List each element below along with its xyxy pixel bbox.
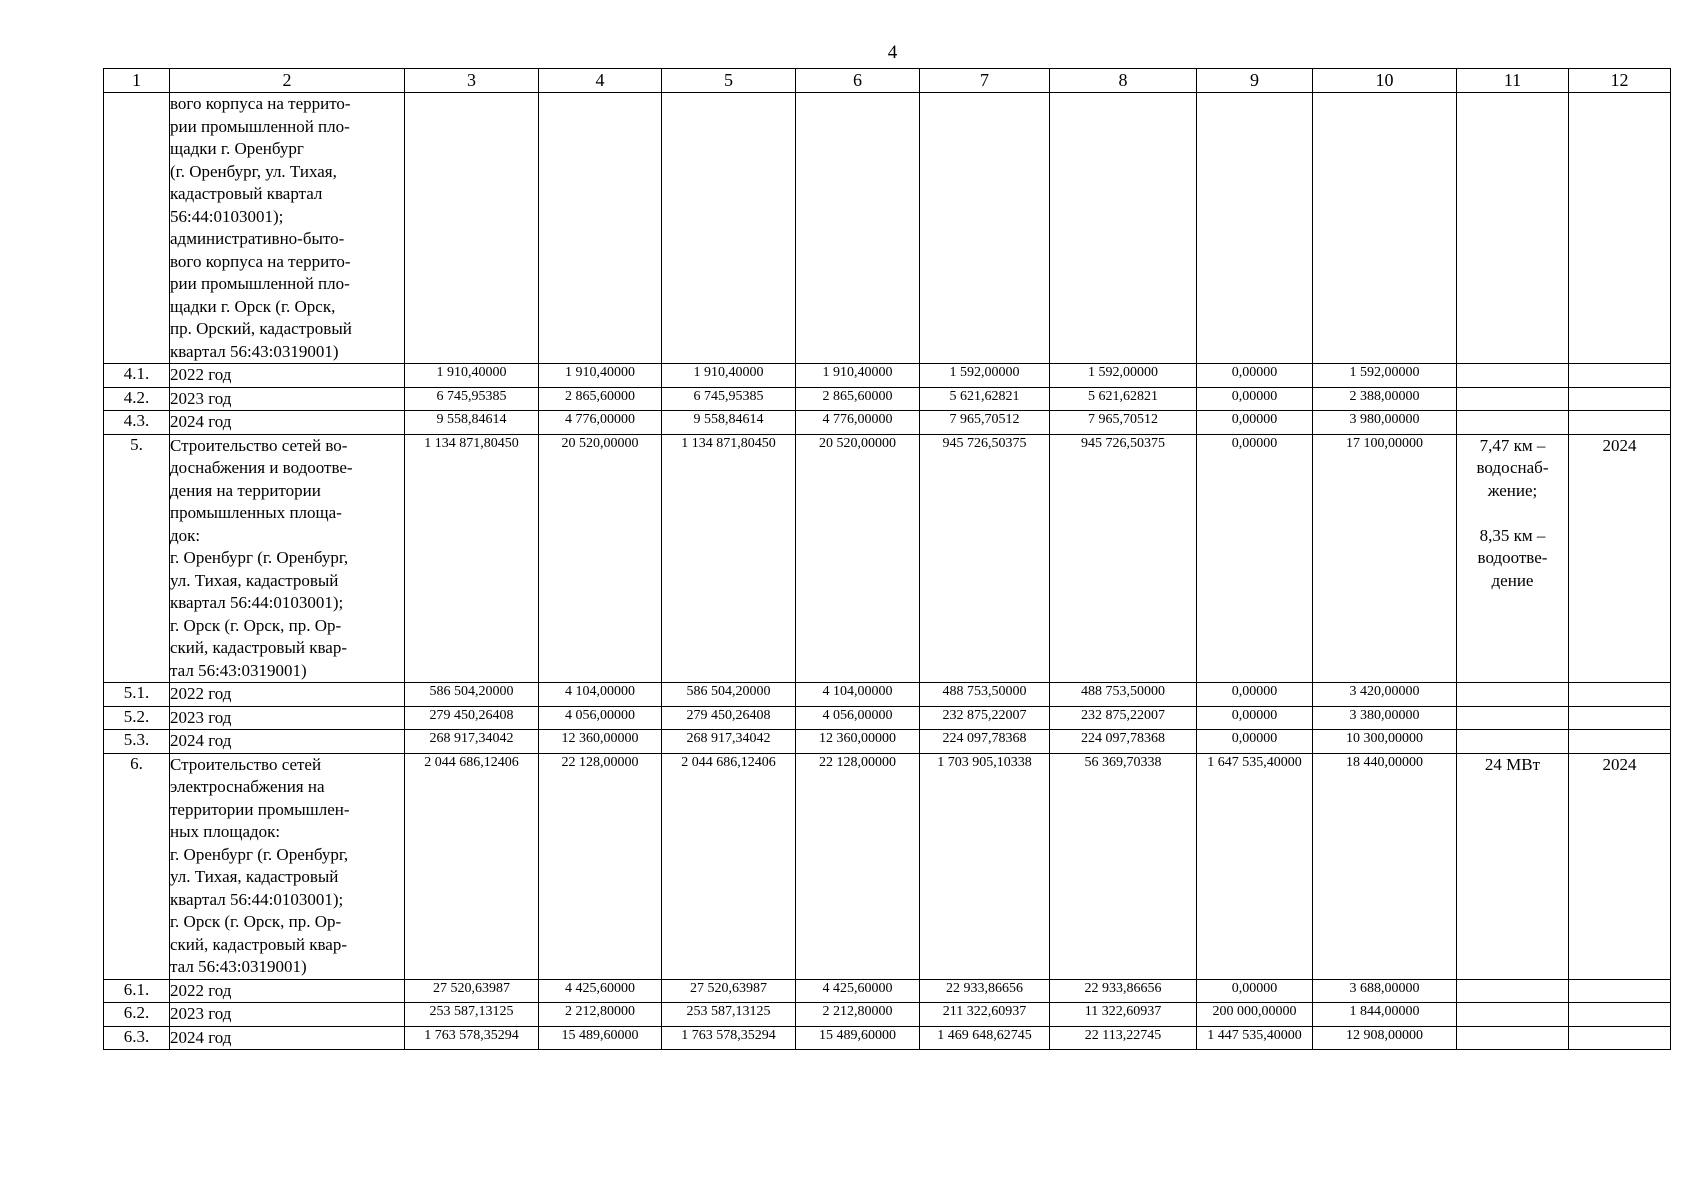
capacity-cell xyxy=(1457,683,1569,707)
header-cell-8: 8 xyxy=(1050,69,1197,93)
capacity-line xyxy=(1457,502,1568,525)
table-row xyxy=(104,411,1671,435)
value-cell-col5: 268 917,34042 xyxy=(662,730,796,754)
value-cell-col6: 2 212,80000 xyxy=(796,1003,920,1027)
row-name xyxy=(170,364,405,388)
value-cell-col3: 279 450,26408 xyxy=(405,706,539,730)
value-cell-col5: 27 520,63987 xyxy=(662,979,796,1003)
row-name xyxy=(170,753,405,979)
value-cell-col7: 224 097,78368 xyxy=(920,730,1050,754)
value-cell-col5: 6 745,95385 xyxy=(662,387,796,411)
row-name-line: г. Орск (г. Орск, пр. Ор- xyxy=(170,912,342,931)
row-name-line: г. Орск (г. Орск, пр. Ор- xyxy=(170,615,342,635)
completion-year-cell xyxy=(1569,706,1671,730)
value-cell-col10: 3 980,00000 xyxy=(1313,411,1457,435)
value-cell-col6: 4 425,60000 xyxy=(796,979,920,1003)
table-row xyxy=(104,93,1671,364)
value-cell-col6: 2 865,60000 xyxy=(796,387,920,411)
capacity-cell xyxy=(1457,411,1569,435)
table-body xyxy=(104,93,1671,1050)
value-cell-col5 xyxy=(662,93,796,364)
value-cell-col7: 22 933,86656 xyxy=(920,979,1050,1003)
table-row xyxy=(104,706,1671,730)
value-cell-col5: 279 450,26408 xyxy=(662,706,796,730)
value-cell-col4: 2 212,80000 xyxy=(539,1003,662,1027)
capacity-cell xyxy=(1457,730,1569,754)
value-cell-col4: 22 128,00000 xyxy=(539,753,662,979)
row-name xyxy=(170,93,405,364)
value-cell-col8: 232 875,22007 xyxy=(1050,706,1197,730)
row-name-line: территории промышлен- xyxy=(170,799,350,819)
capacity-cell xyxy=(1457,364,1569,388)
row-name xyxy=(170,411,405,435)
row-name-line: 2024 год xyxy=(170,412,232,431)
row-name-line: 2022 год xyxy=(170,365,232,384)
row-name xyxy=(170,979,405,1003)
row-number xyxy=(104,93,170,364)
table-row xyxy=(104,387,1671,411)
value-cell-col4: 4 425,60000 xyxy=(539,979,662,1003)
table-row xyxy=(104,683,1671,707)
header-cell-9: 9 xyxy=(1197,69,1313,93)
row-name xyxy=(170,1003,405,1027)
table-row xyxy=(104,1003,1671,1027)
header-cell-4: 4 xyxy=(539,69,662,93)
value-cell-col5: 9 558,84614 xyxy=(662,411,796,435)
value-cell-col10 xyxy=(1313,93,1457,364)
row-name-line: г. Оренбург (г. Оренбург, xyxy=(170,844,349,864)
row-name-line: электроснабжения на xyxy=(170,777,325,796)
value-cell-col9 xyxy=(1197,93,1313,364)
completion-year-cell xyxy=(1569,1003,1671,1027)
value-cell-col6: 12 360,00000 xyxy=(796,730,920,754)
capacity-cell xyxy=(1457,979,1569,1003)
value-cell-col5: 1 134 871,80450 xyxy=(662,434,796,683)
row-name-line: рии промышленной пло- xyxy=(170,116,350,136)
value-cell-col4: 4 056,00000 xyxy=(539,706,662,730)
capacity-cell xyxy=(1457,706,1569,730)
row-name-line: вого корпуса на террито- xyxy=(170,94,351,113)
value-cell-col3: 9 558,84614 xyxy=(405,411,539,435)
table-row xyxy=(104,979,1671,1003)
row-number: 6.1. xyxy=(104,979,170,1003)
value-cell-col10: 3 420,00000 xyxy=(1313,683,1457,707)
header-cell-6: 6 xyxy=(796,69,920,93)
completion-year-cell xyxy=(1569,93,1671,364)
value-cell-col10: 1 844,00000 xyxy=(1313,1003,1457,1027)
value-cell-col10: 18 440,00000 xyxy=(1313,753,1457,979)
completion-year-cell xyxy=(1569,683,1671,707)
value-cell-col6: 1 910,40000 xyxy=(796,364,920,388)
value-cell-col6: 22 128,00000 xyxy=(796,753,920,979)
value-cell-col4: 4 104,00000 xyxy=(539,683,662,707)
value-cell-col4: 15 489,60000 xyxy=(539,1026,662,1050)
value-cell-col3: 1 763 578,35294 xyxy=(405,1026,539,1050)
value-cell-col6: 20 520,00000 xyxy=(796,434,920,683)
value-cell-col3: 2 044 686,12406 xyxy=(405,753,539,979)
row-name-line: доснабжения и водоотве- xyxy=(170,458,353,477)
value-cell-col3 xyxy=(405,93,539,364)
row-name xyxy=(170,1026,405,1050)
row-number: 5.3. xyxy=(104,730,170,754)
value-cell-col10: 10 300,00000 xyxy=(1313,730,1457,754)
row-name-line: ул. Тихая, кадастровый xyxy=(170,867,339,886)
row-name-line: док: xyxy=(170,525,201,545)
value-cell-col4: 4 776,00000 xyxy=(539,411,662,435)
value-cell-col9: 0,00000 xyxy=(1197,706,1313,730)
value-cell-col8: 11 322,60937 xyxy=(1050,1003,1197,1027)
header-cell-5: 5 xyxy=(662,69,796,93)
value-cell-col3: 268 917,34042 xyxy=(405,730,539,754)
completion-year-cell xyxy=(1569,1026,1671,1050)
row-name-line: квартал 56:44:0103001); xyxy=(170,889,344,909)
row-name xyxy=(170,387,405,411)
value-cell-col4 xyxy=(539,93,662,364)
capacity-cell xyxy=(1457,434,1569,683)
capacity-line: 7,47 км – xyxy=(1479,435,1546,455)
row-name xyxy=(170,730,405,754)
row-number: 4.1. xyxy=(104,364,170,388)
value-cell-col3: 27 520,63987 xyxy=(405,979,539,1003)
capacity-cell xyxy=(1457,753,1569,979)
completion-year-cell xyxy=(1569,387,1671,411)
header-row xyxy=(104,69,1671,93)
table-row xyxy=(104,730,1671,754)
row-name-line: ных площадок: xyxy=(170,822,281,841)
header-cell-1: 1 xyxy=(104,69,170,93)
value-cell-col7: 7 965,70512 xyxy=(920,411,1050,435)
row-name-line: Строительство сетей xyxy=(170,754,322,774)
row-name-line: (г. Оренбург, ул. Тихая, xyxy=(170,161,337,181)
header-cell-7: 7 xyxy=(920,69,1050,93)
value-cell-col7: 488 753,50000 xyxy=(920,683,1050,707)
value-cell-col7: 1 469 648,62745 xyxy=(920,1026,1050,1050)
value-cell-col7: 211 322,60937 xyxy=(920,1003,1050,1027)
row-name-line: квартал 56:44:0103001); xyxy=(170,593,344,612)
value-cell-col7 xyxy=(920,93,1050,364)
table-row xyxy=(104,1026,1671,1050)
value-cell-col4: 20 520,00000 xyxy=(539,434,662,683)
capacity-line: 8,35 км – xyxy=(1479,525,1546,545)
value-cell-col3: 1 134 871,80450 xyxy=(405,434,539,683)
value-cell-col6: 4 056,00000 xyxy=(796,706,920,730)
row-name-line: промышленных площа- xyxy=(170,503,342,522)
value-cell-col3: 6 745,95385 xyxy=(405,387,539,411)
capacity-cell xyxy=(1457,1026,1569,1050)
capacity-cell xyxy=(1457,387,1569,411)
value-cell-col8: 22 113,22745 xyxy=(1050,1026,1197,1050)
value-cell-col10: 3 380,00000 xyxy=(1313,706,1457,730)
value-cell-col8: 224 097,78368 xyxy=(1050,730,1197,754)
row-name-line: квартал 56:43:0319001) xyxy=(170,341,339,361)
value-cell-col7: 945 726,50375 xyxy=(920,434,1050,683)
row-name-line: ский, кадастровый квар- xyxy=(170,934,347,954)
value-cell-col10: 17 100,00000 xyxy=(1313,434,1457,683)
row-number: 6.3. xyxy=(104,1026,170,1050)
row-name xyxy=(170,434,405,683)
row-name-line: административно-быто- xyxy=(170,229,345,248)
value-cell-col9: 0,00000 xyxy=(1197,730,1313,754)
value-cell-col6: 4 104,00000 xyxy=(796,683,920,707)
value-cell-col5: 253 587,13125 xyxy=(662,1003,796,1027)
row-name-line: щадки г. Орск (г. Орск, xyxy=(170,296,336,316)
row-number: 5.2. xyxy=(104,706,170,730)
row-number: 5.1. xyxy=(104,683,170,707)
table-row xyxy=(104,753,1671,979)
value-cell-col9: 200 000,00000 xyxy=(1197,1003,1313,1027)
value-cell-col3: 1 910,40000 xyxy=(405,364,539,388)
row-number: 4.3. xyxy=(104,411,170,435)
value-cell-col7: 232 875,22007 xyxy=(920,706,1050,730)
row-name-line: ский, кадастровый квар- xyxy=(170,638,347,657)
row-name-line: рии промышленной пло- xyxy=(170,274,350,293)
value-cell-col8: 488 753,50000 xyxy=(1050,683,1197,707)
row-name-line: 2023 год xyxy=(170,1004,232,1023)
header-cell-11: 11 xyxy=(1457,69,1569,93)
row-number: 6.2. xyxy=(104,1003,170,1027)
value-cell-col3: 586 504,20000 xyxy=(405,683,539,707)
row-name-line: 2022 год xyxy=(170,684,232,703)
value-cell-col7: 1 703 905,10338 xyxy=(920,753,1050,979)
header-cell-2: 2 xyxy=(170,69,405,93)
row-name-line: г. Оренбург (г. Оренбург, xyxy=(170,548,349,567)
value-cell-col7: 5 621,62821 xyxy=(920,387,1050,411)
completion-year-cell xyxy=(1569,730,1671,754)
completion-year-cell xyxy=(1569,979,1671,1003)
completion-year-cell: 2024 xyxy=(1569,753,1671,979)
value-cell-col10: 12 908,00000 xyxy=(1313,1026,1457,1050)
value-cell-col8: 22 933,86656 xyxy=(1050,979,1197,1003)
row-name-line: кадастровый квартал xyxy=(170,184,323,203)
value-cell-col9: 0,00000 xyxy=(1197,434,1313,683)
row-number: 4.2. xyxy=(104,387,170,411)
value-cell-col4: 2 865,60000 xyxy=(539,387,662,411)
completion-year-cell xyxy=(1569,411,1671,435)
capacity-cell xyxy=(1457,93,1569,364)
row-name-line: 56:44:0103001); xyxy=(170,206,284,226)
value-cell-col5: 1 763 578,35294 xyxy=(662,1026,796,1050)
value-cell-col8: 7 965,70512 xyxy=(1050,411,1197,435)
value-cell-col4: 12 360,00000 xyxy=(539,730,662,754)
capacity-line: жение; xyxy=(1487,480,1538,500)
capacity-cell xyxy=(1457,1003,1569,1027)
value-cell-col10: 2 388,00000 xyxy=(1313,387,1457,411)
value-cell-col5: 1 910,40000 xyxy=(662,364,796,388)
row-name-line: тал 56:43:0319001) xyxy=(170,660,307,680)
row-name-line: вого корпуса на террито- xyxy=(170,251,351,271)
value-cell-col8 xyxy=(1050,93,1197,364)
value-cell-col9: 0,00000 xyxy=(1197,979,1313,1003)
row-name xyxy=(170,683,405,707)
row-name-line: тал 56:43:0319001) xyxy=(170,957,307,976)
capacity-line: дение xyxy=(1491,570,1534,590)
value-cell-col9: 0,00000 xyxy=(1197,411,1313,435)
value-cell-col9: 1 647 535,40000 xyxy=(1197,753,1313,979)
row-name-line: Строительство сетей во- xyxy=(170,435,348,455)
header-cell-12: 12 xyxy=(1569,69,1671,93)
value-cell-col10: 1 592,00000 xyxy=(1313,364,1457,388)
header-cell-10: 10 xyxy=(1313,69,1457,93)
value-cell-col3: 253 587,13125 xyxy=(405,1003,539,1027)
completion-year-cell: 2024 xyxy=(1569,434,1671,683)
row-number: 5. xyxy=(104,434,170,683)
value-cell-col6: 4 776,00000 xyxy=(796,411,920,435)
page-number: 4 xyxy=(887,42,898,63)
table-row xyxy=(104,434,1671,683)
row-name-line: ул. Тихая, кадастровый xyxy=(170,570,339,590)
row-name-line: 2023 год xyxy=(170,388,232,408)
row-name-line: пр. Орский, кадастровый xyxy=(170,319,352,338)
value-cell-col8: 5 621,62821 xyxy=(1050,387,1197,411)
value-cell-col10: 3 688,00000 xyxy=(1313,979,1457,1003)
table-row xyxy=(104,364,1671,388)
row-name-line: щадки г. Оренбург xyxy=(170,139,304,158)
value-cell-col6: 15 489,60000 xyxy=(796,1026,920,1050)
header-cell-3: 3 xyxy=(405,69,539,93)
value-cell-col9: 0,00000 xyxy=(1197,683,1313,707)
value-cell-col9: 0,00000 xyxy=(1197,364,1313,388)
value-cell-col9: 1 447 535,40000 xyxy=(1197,1026,1313,1050)
capacity-line: водоснаб- xyxy=(1476,458,1549,477)
financing-table xyxy=(103,68,1671,1050)
row-name-line: 2023 год xyxy=(170,707,232,727)
row-name-line: дения на территории xyxy=(170,480,321,500)
value-cell-col6 xyxy=(796,93,920,364)
value-cell-col8: 56 369,70338 xyxy=(1050,753,1197,979)
value-cell-col7: 1 592,00000 xyxy=(920,364,1050,388)
value-cell-col5: 586 504,20000 xyxy=(662,683,796,707)
value-cell-col4: 1 910,40000 xyxy=(539,364,662,388)
value-cell-col5: 2 044 686,12406 xyxy=(662,753,796,979)
row-name-line: 2024 год xyxy=(170,731,232,750)
capacity-line: 24 МВт xyxy=(1484,754,1541,774)
row-number: 6. xyxy=(104,753,170,979)
completion-year-cell xyxy=(1569,364,1671,388)
value-cell-col9: 0,00000 xyxy=(1197,387,1313,411)
value-cell-col8: 1 592,00000 xyxy=(1050,364,1197,388)
row-name-line: 2022 год xyxy=(170,980,232,1000)
capacity-line: водоотве- xyxy=(1477,548,1548,567)
value-cell-col8: 945 726,50375 xyxy=(1050,434,1197,683)
row-name-line: 2024 год xyxy=(170,1027,232,1047)
row-name xyxy=(170,706,405,730)
